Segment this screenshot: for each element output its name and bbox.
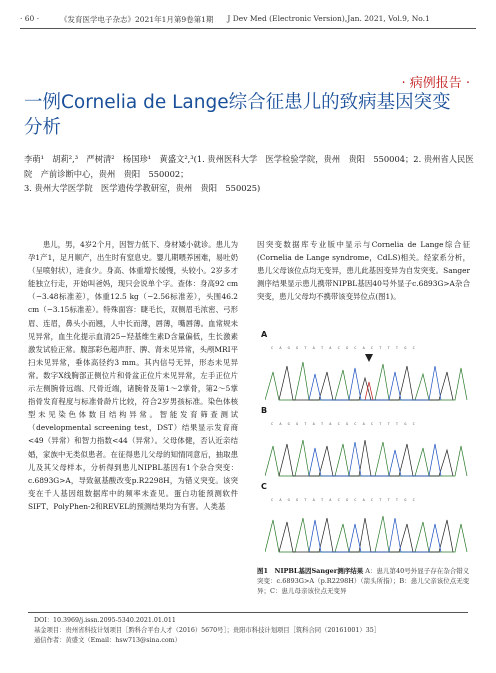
affiliation-1: (1. 贵州医科大学 医学检验学院，贵州 贵阳 550004；2. 贵州省人民医院 产前诊断中心，贵州 贵阳 550002；: [24, 154, 474, 179]
chromatogram-c: [265, 504, 470, 554]
sequence-b: C A G G T A T A C G C A C T T T G C: [271, 422, 417, 426]
chromatogram-b: [265, 428, 470, 478]
footnote-doi: DOI：10.3969/j.issn.2095-5340.2021.01.011: [34, 617, 176, 624]
footnote-fund: 基金项目：贵州省科技计划项目［黔科合平台人才（2016）5670号］；贵阳市科技计划项目［筑科合同（20161001）35］: [34, 627, 381, 634]
running-header: [20, 14, 476, 25]
footnotes: [28, 612, 468, 646]
body-column-right: 因突变数据库专业版中显示与Cornelia de Lange综合征(Cornelia de Lange syndrome，CdLS)相关。经家系分析，患儿父母该位点均无变异，患儿此基因变异为自发突变。Sanger测序结果显示患儿携带NIPBL基因40号外显子c.6893G>A杂合突变，患儿父母均不携带该变异位点(图1)。: [257, 240, 470, 302]
author-names-affil: [24, 152, 474, 181]
caption-text: A：患儿第40号外显子存在杂合错义突变：c.6893G>A（p.R2298H）（箭头所指）；B：患儿父亲该位点无变异；C：患儿母亲该位点无变异: [257, 567, 470, 595]
header-rule: [20, 28, 476, 29]
affiliation-2: 3. 贵州大学医学院 医学遗传学教研室，贵州 贵阳 550025): [24, 183, 261, 193]
section-label: · 病例报告 ·: [401, 76, 470, 91]
author-block: [24, 152, 474, 196]
figure-caption: [257, 566, 470, 596]
panel-label-b: B: [261, 406, 268, 415]
sanger-figure: [257, 330, 470, 562]
author-names: 李萌¹ 胡莉²,³ 严树清² 杨国珍¹ 黄盛文²,³: [24, 154, 194, 164]
journal-en: J Dev Med (Electronic Version),Jan. 2021, Vol.9, No.1: [227, 14, 430, 23]
page-number: · 60 ·: [20, 14, 40, 23]
panel-label-c: C: [261, 482, 267, 491]
caption-title: 图1 NIPBL基因Sanger测序结果: [257, 567, 364, 575]
journal-cn: 《发育医学电子杂志》2021年1月第9卷第1期: [60, 15, 214, 24]
sequence-c: C A G G T A T A C G C A C T T T G C: [271, 498, 417, 502]
panel-label-a: A: [261, 330, 268, 339]
footnote-corresponding: 通信作者：黄盛文（Email：hsw713@sina.com）: [34, 637, 181, 644]
sequence-a: C A G G T A T A C G C A C T T T G C: [271, 346, 417, 350]
chromatogram-a: [265, 352, 470, 402]
arrow-icon: [365, 354, 373, 362]
body-column-left: 患儿，男，4岁2个月，因智力低下、身材矮小就诊。患儿为孕1产1，足月顺产，出生时有窒息史。婴儿期喂养困难，易吐奶（呈喷射状），进食少。身高、体重增长缓慢，头较小。2岁多才能独立行走，开始叫爸妈，现只会说单个字。查体：身高92 cm（−3.48标准差），体重12.5 kg（−2.56标准差），头围46.2 cm（−3.15标准差）。特殊面容：睫毛长，双侧眉毛浓密、弓形眉、连眉，鼻头小而翘，人中长而薄，唇薄，嘴唇薄。血常规未见异常，血生化提示血清25−羟基维生素D含量偏低，生长激素激发试验正常。腹部彩色超声肝、脾、肾未见异常，头颅MRI平扫未见异常，垂体高径约3 mm。其内信号无异，形态未见异常。数字X线胸部正侧位片和骨盆正位片未见异常，左手正位片示左侧腕骨远端、尺骨近端，诸腕骨及第1～2掌骨，第2～5掌指骨发育程度与标准骨龄片比较，符合2岁男孩标准。染色体核型未见染色体数目结构异常。智能发育筛查测试（developmental screening test，DST）结果显示发育商<49（异常）和智力指数<44（异常）。父母体健，否认近亲结婚，家族中无类似患者。在征得患儿父母的知情同意后，抽取患儿及其父母样本，分析得到患儿NIPBL基因有1个杂合突变：c.6893G>A，导致氨基酸改变p.R2298H，为错义突变。该突变在千人基因组数据库中的频率未查见。蛋白功能预测软件SIFT、PolyPhen-2和REVEL的预测结果均为有害。人类基: [28, 240, 238, 511]
article-title: 一例Cornelia de Lange综合征患儿的致病基因突变分析: [24, 92, 451, 138]
